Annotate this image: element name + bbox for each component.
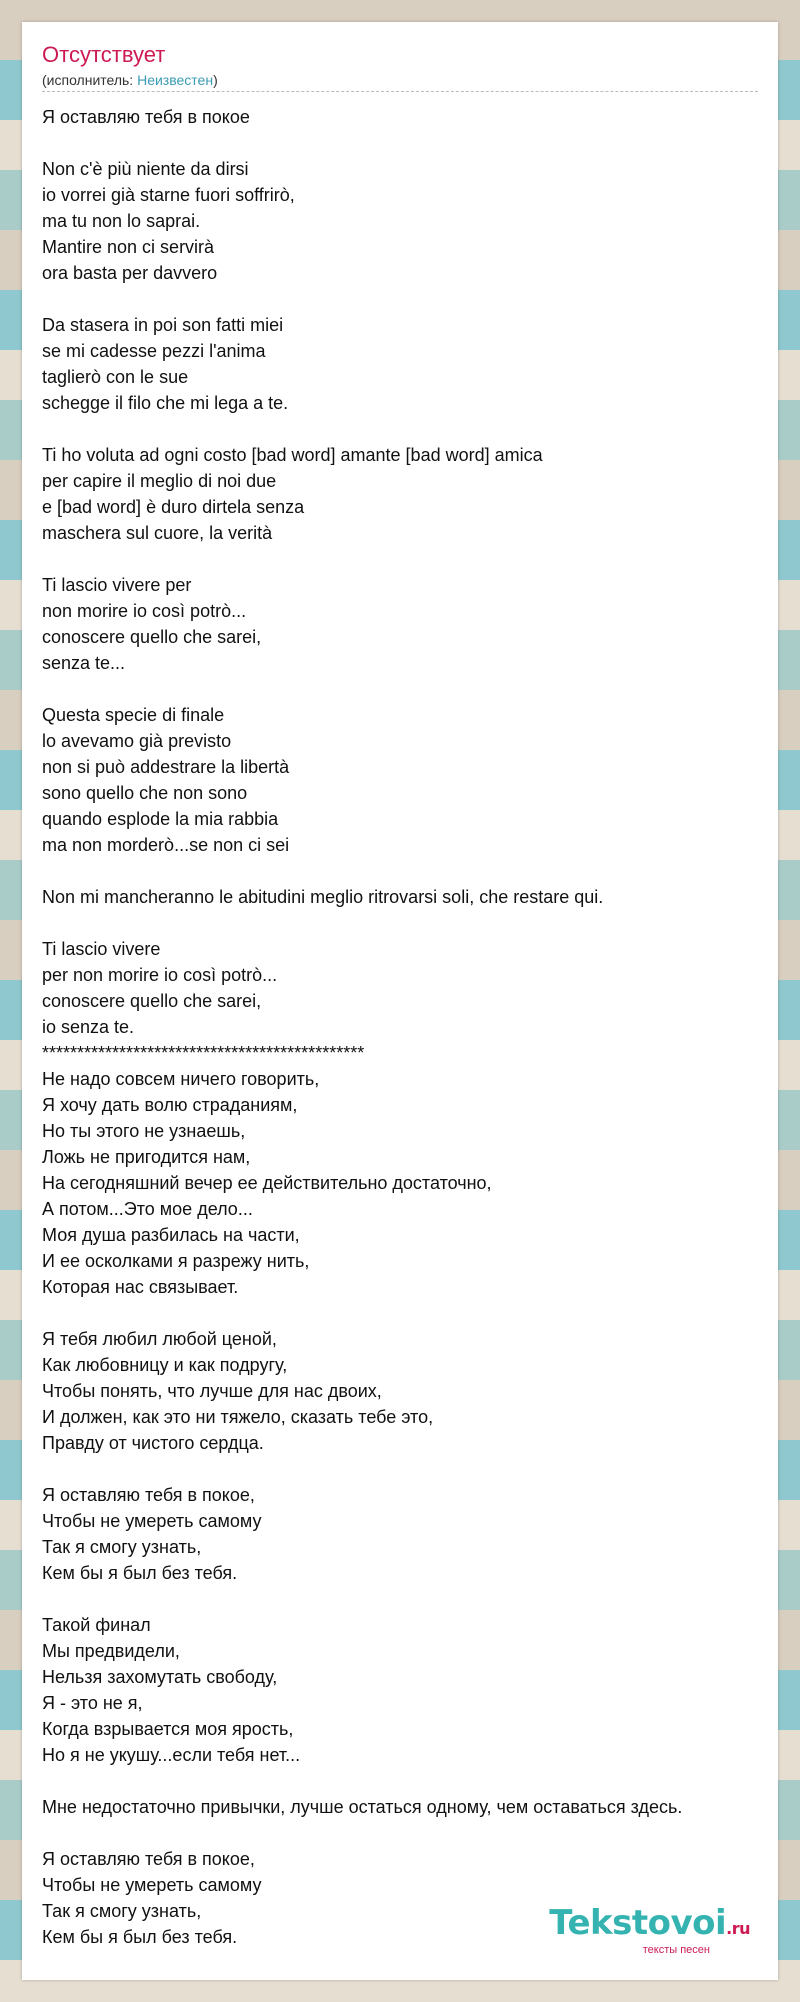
site-logo[interactable] [549,1903,750,1956]
artist-line [42,72,218,88]
logo-name: Tekstovoi [549,1903,727,1943]
artist-prefix: (исполнитель: [42,72,138,88]
lyrics-card [22,22,778,1980]
song-title: Отсутствует [42,42,166,67]
logo-wordmark [549,1903,750,1946]
lyrics-text: Я оставляю тебя в покое Non c'è più niente da dirsi io vorrei già starne fuori soffrirò, ma tu non lo saprai. Mantire non ci servirà ora basta per davvero Da stasera in poi son fatti miei se mi cadesse pezzi l'anima taglierò con le sue schegge il filo che mi lega a te. Ti ho voluta ad ogni costo [bad word] amante [bad word] amica per capire il meglio di noi due e [bad word] è duro dirtela senza maschera sul cuore, la verità Ti lascio vivere per non morire io così potrò... conoscere quello che sarei, senza te... Questa specie di finale lo avevamo già previsto non si può addestrare la libertà sono quello che non sono quando esplode la mia rabbia ma non morderò...se non ci sei Non mi mancheranno le abitudini meglio ritrovarsi soli, che restare qui. Ti lascio vivere per non morire io così potrò... conoscere quello che sarei, io senza te. ********************************************** Не надо совсем ничего говорить, Я хочу дать волю страданиям, Но ты этого не узнаешь, Ложь не пригодится нам, На сегодняшний вечер ее действительно достаточно, А потом...Это мое дело... Моя душа разбилась на части, И ее осколками я разрежу нить, Которая нас связывает. Я тебя любил любой ценой, Как любовницу и как подругу, Чтобы понять, что лучше для нас двоих, И должен, как это ни тяжело, сказать тебе это, Правду от чистого сердца. Я оставляю тебя в покое, Чтобы не умереть самому Так я смогу узнать, Кем бы я был без тебя. Такой финал Мы предвидели, Нельзя захомутать свободу, Я - это не я, Когда взрывается моя ярость, Но я не укушу...если тебя нет... Мне недостаточно привычки, лучше остаться одному, чем оставаться здесь. Я оставляю тебя в покое, Чтобы не умереть самому Так я смогу узнать, Кем бы я был без тебя. [42,107,683,1947]
artist-suffix: ) [213,72,218,88]
title-divider [42,91,758,92]
artist-link[interactable]: Неизвестен [137,72,214,88]
logo-tagline: тексты песен [642,1944,710,1956]
logo-tld: .ru [726,1919,750,1938]
